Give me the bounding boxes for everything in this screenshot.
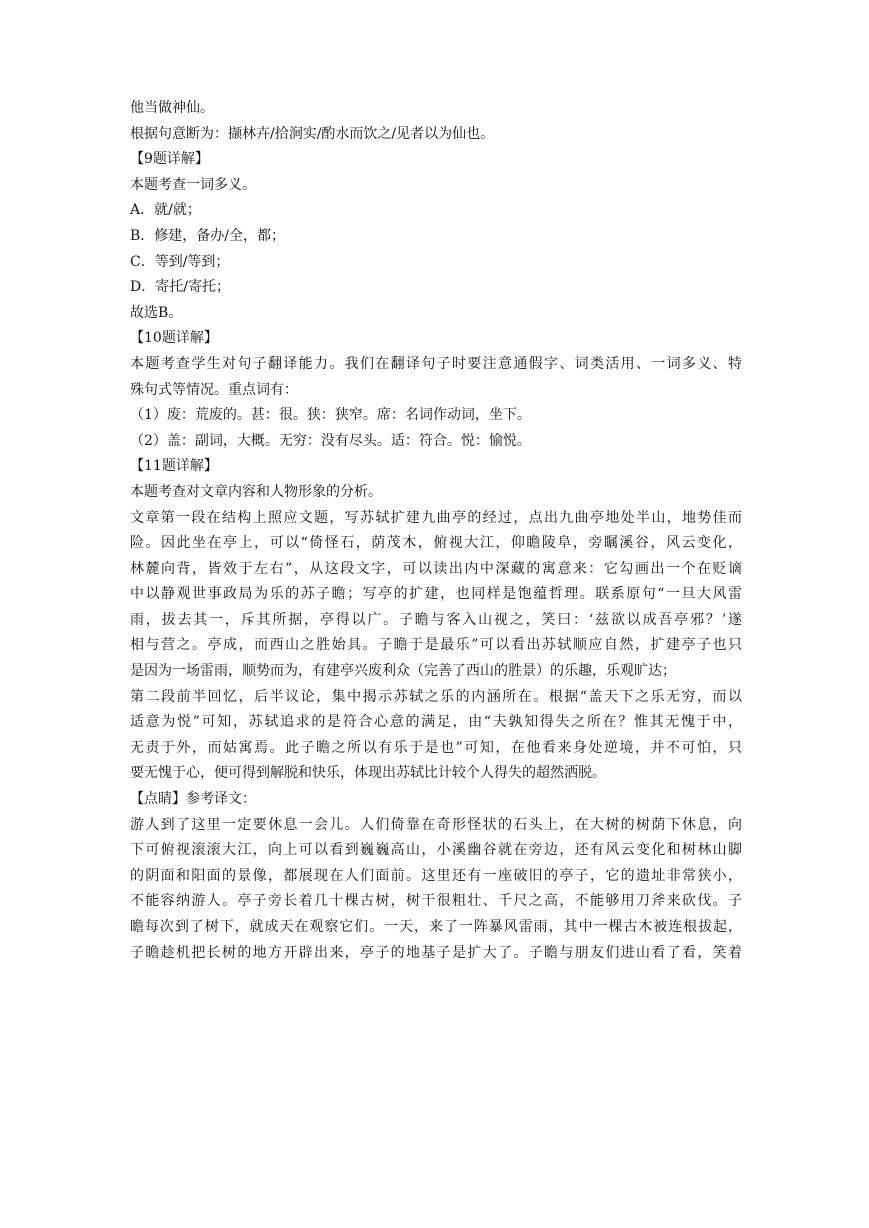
section-heading-q10: 【10题详解】 bbox=[130, 330, 218, 347]
section-heading-notes: 【点睛】参考译文： bbox=[130, 791, 256, 808]
section-heading-q9: 【9题详解】 bbox=[130, 151, 209, 168]
text-line: 中以静观世事政局为乐的苏子瞻；写亭的扩建，也同样是饱蕴哲理。联系原句“一旦大风雷 bbox=[130, 586, 742, 603]
text-line: 本题考查对文章内容和人物形象的分析。 bbox=[130, 483, 382, 500]
text-line: 不能容纳游人。亭子旁长着几十棵古树，树干很粗壮、千尺之高，不能够用刀斧来砍伐。子 bbox=[130, 893, 742, 910]
text-line: 本题考查一词多义。 bbox=[130, 176, 256, 193]
text-line: 的阴面和阳面的景像，都展现在人们面前。这里还有一座破旧的亭子，它的遗址非常狭小， bbox=[130, 867, 742, 884]
text-line: 他当做神仙。 bbox=[130, 100, 214, 116]
text-line: 相与营之。亭成，而西山之胜始具。子瞻于是最乐”可以看出苏轼顺应自然，扩建亭子也只 bbox=[130, 637, 742, 654]
text-line: 险。因此坐在亭上，可以“倚怪石，荫茂木，俯视大江，仰瞻陵阜，旁瞩溪谷，风云变化， bbox=[130, 535, 742, 552]
text-line: 殊句式等情况。重点词有： bbox=[130, 381, 298, 398]
answer-line: 故选B。 bbox=[130, 304, 183, 321]
text-line: 适意为悦”可知，苏轼追求的是符合心意的满足，由“夫孰知得失之所在？惟其无愧于中， bbox=[130, 714, 742, 731]
text-line: （1）废：荒废的。甚：很。狭：狭窄。席：名词作动词，坐下。 bbox=[130, 407, 531, 424]
option-a: A．就/就； bbox=[130, 202, 201, 219]
option-b: B．修建，备办/全，都； bbox=[130, 227, 286, 244]
option-d: D．寄托/寄托； bbox=[130, 279, 230, 296]
text-line: 雨，拔去其一，斥其所据，亭得以广。子瞻与客入山视之，笑曰：‘兹欲以成吾亭邪？’遂 bbox=[130, 611, 742, 628]
section-heading-q11: 【11题详解】 bbox=[130, 458, 218, 475]
option-c: C．等到/等到； bbox=[130, 253, 230, 270]
text-line: 瞻每次到了树下，就成天在观察它们。一天，来了一阵暴风雷雨，其中一棵古木被连根拔起， bbox=[130, 919, 742, 935]
text-line: 子瞻趁机把长树的地方开辟出来，亭子的地基子是扩大了。子瞻与朋友们进山看了看，笑着 bbox=[130, 944, 742, 961]
text-line: 游人到了这里一定要休息一会儿。人们倚靠在奇形怪状的石头上，在大树的树荫下休息，向 bbox=[130, 816, 742, 833]
text-line: 本题考查学生对句子翻译能力。我们在翻译句子时要注意通假字、词类活用、一词多义、特 bbox=[130, 355, 742, 372]
text-line: 下可俯视滚滚大江，向上可以看到巍巍高山，小溪幽谷就在旁边，还有风云变化和树林山脚 bbox=[130, 842, 742, 859]
text-line: 根据句意断为：撷林卉/拾涧实/酌水而饮之/见者以为仙也。 bbox=[130, 125, 495, 142]
text-line: 是因为一场雷雨，顺势而为，有建亭兴废利众（完善了西山的胜景）的乐趣，乐观旷达； bbox=[130, 663, 676, 680]
text-line: 文章第一段在结构上照应文题，写苏轼扩建九曲亭的经过，点出九曲亭地处半山，地势佳而 bbox=[130, 509, 742, 526]
text-line: 要无愧于心，便可得到解脱和快乐，体现出苏轼比计较个人得失的超然洒脱。 bbox=[130, 765, 606, 782]
text-line: 无责于外，而姑寓焉。此子瞻之所以有乐于是也”可知，在他看来身处逆境，并不可怕，只 bbox=[130, 739, 742, 756]
text-line: （2）盖：副词，大概。无穷：没有尽头。适：符合。悦：愉悦。 bbox=[130, 432, 531, 449]
text-line: 林麓向背，皆效于左右”，从这段文字，可以读出内中深藏的寓意来：它勾画出一个在贬谪 bbox=[130, 560, 742, 577]
document-page bbox=[130, 96, 742, 966]
text-line: 第二段前半回忆，后半议论，集中揭示苏轼之乐的内涵所在。根据“盖天下之乐无穷，而以 bbox=[130, 688, 742, 705]
